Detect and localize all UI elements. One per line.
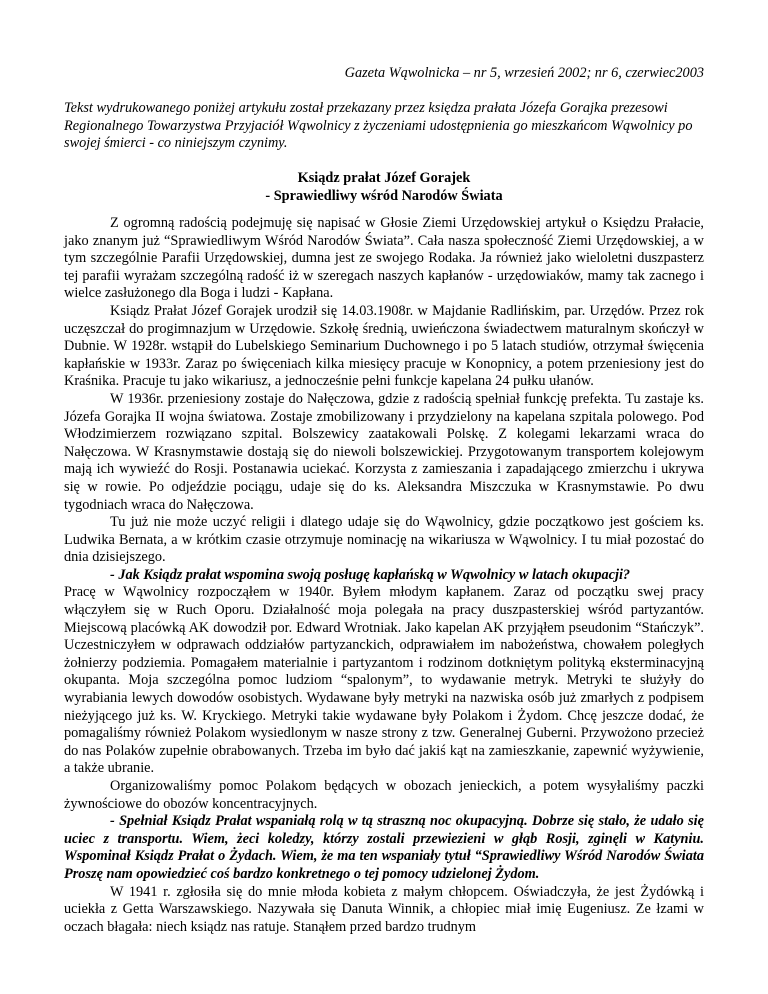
title-line-2: - Sprawiedliwy wśród Narodów Świata — [265, 187, 503, 204]
editorial-note: Tekst wydrukowanego poniżej artykułu został przekazany przez księdza prałata Józefa Gorajka prezesowi Regionalnego Towarzystwa Przyjaciół Wąwolnicy z życzeniami udostępnienia go mieszkańcom Wąwolnicy po swojej śmierci - co niniejszym czynimy. — [64, 100, 693, 152]
paragraph: Ksiądz Prałat Józef Gorajek urodził się 14.03.1908r. w Majdanie Radlińskim, par. Urzędów. Przez rok uczęszczał do progimnazjum w Urzędowie. Szkołę średnią, uwieńczona świadectwem maturalnym skończył w Dubnie. W 1928r. wstąpił do Lubelskiego Seminarium Duchownego i po 5 latach studiów, otrzymał święcenia kapłańskie w 1933r. Zaraz po święceniach kilka miesięcy pracuje w Konopnicy, a potem przeniesiony jest do Kraśnika. Pracuje tu jako wikariusz, a jednocześnie pełni funkcje kapelana 24 pułku ułanów. — [64, 302, 704, 390]
source-citation: Gazeta Wąwolnicka – nr 5, wrzesień 2002; nr 6, czerwiec2003 — [344, 65, 704, 81]
article-body — [64, 215, 704, 936]
paragraph: W 1936r. przeniesiony zostaje do Nałęczowa, gdzie z radością spełniał funkcję prefekta. Tu zastaje ks. Józefa Gorajka II wojna światowa. Zostaje zmobilizowany i przydzielony na kapelana szpitala polowego. Pod Włodzimierzem rozwiązano szpital. Bolszewicy zaatakowali Polskę. Z kolegami lekarzami wraca do Nałęczowa. W Krasnymstawie dostają się do niewoli bolszewickiej. Przygotowanym transportem kolejowym mają ich wywieźć do Rosji. Postanawia uciekać. Korzysta z zamieszania i zapadającego zmierzchu i ukrywa się w rowie. Po odjeździe pociągu, udaje się do ks. Aleksandra Miszczuka w Krasnymstawie. Po dwu tygodniach wraca do Nałęczowa. — [64, 390, 704, 513]
article-title — [64, 170, 704, 205]
paragraph: Organizowaliśmy pomoc Polakom będących w obozach jenieckich, a potem wysyłaliśmy paczki żywnościowe do obozów koncentracyjnych. — [64, 778, 704, 812]
paragraph: Z ogromną radością podejmuję się napisać w Głosie Ziemi Urzędowskiej artykuł o Księdzu Prałacie, jako znanym już “Sprawiedliwym Wśród Narodów Świata”. Cała nasza społeczność Ziemi Urzędowskiej, a w tym szczególnie Parafii Urzędowskiej, dumna jest ze swojego Rodaka. Ja również jako wieloletni duszpasterz tej parafii wyrażam szczególną radość iż w szeregach naszych kapłanów - urzędowiaków, mamy tak zacnego i wielce zasłużonego dla Boga i ludzi - Kapłana. — [64, 215, 704, 302]
interview-question: - Jak Ksiądz prałat wspomina swoją posługę kapłańską w Wąwolnicy w latach okupacji? — [110, 566, 631, 583]
paragraph: W 1941 r. zgłosiła się do mnie młoda kobieta z małym chłopcem. Oświadczyła, że jest Żydówką i uciekła z Getta Warszawskiego. Nazywała się Danuta Winnik, a chłopiec miał imię Eugeniusz. Ze łzami w oczach błagała: niech ksiądz nas ratuje. Stanąłem przed bardzo trudnym — [64, 883, 704, 935]
title-line-1: Ksiądz prałat Józef Gorajek — [297, 170, 471, 186]
interview-question: - Spełniał Ksiądz Prałat wspaniałą rolą w tą straszną noc okupacyjną. Dobrze się stało, że udało się uciec z transportu. Wiem, żeci koledzy, którzy zostali przewiezieni w głąb Rosji, zginęli w Katyniu. Wspominał Ksiądz Prałat o Żydach. Wiem, że ma ten wspaniały tytuł “Sprawiedliwy Wśród Narodów Świata Proszę nam opowiedzieć coś bardzo konkretnego o tej pomocy udzielonej Żydom. — [64, 813, 704, 882]
paragraph: Pracę w Wąwolnicy rozpocząłem w 1940r. Byłem młodym kapłanem. Zaraz od początku swej pracy włączyłem się w Ruch Oporu. Działalność moja polegała na pracy duszpasterskiej wśród partyzantów. Miejscową placówką AK dowodził por. Edward Wrotniak. Jako kapelan AK przyjąłem pseudonim “Stańczyk”. Uczestniczyłem w odprawach oddziałów partyzanckich, odprawiałem im nabożeństwa, chowałem poległych żołnierzy podziemia. Pomagałem materialnie i partyzantom i rodzinom dotkniętym polityką eksterminacyjną okupanta. Moja szczególna pomoc ludziom “spalonym”, to wydawanie metryk. Metryki te służyły do wyrabiania lewych dowodów osobistych. Wydawane były metryki na nazwiska osób już zmarłych z podpisem nieżyjącego już ks. W. Kryckiego. Metryki takie wydawane były Polakom i Żydom. Chcę jeszcze dodać, że pomagaliśmy również Polakom wysiedlonym w nasze strony z tzw. Generalnej Guberni. Przywożono przecież do nas Polaków zupełnie obrabowanych. Trzeba im było dać jakiś kąt na zamieszkanie, zapewnić wyżywienie, a także ubranie. — [64, 584, 704, 777]
paragraph: Tu już nie może uczyć religii i dlatego udaje się do Wąwolnicy, gdzie początkowo jest gościem ks. Ludwika Bernata, a w krótkim czasie otrzymuje nominację na wikariusza w Wąwolnicy. I tu miał pozostać do dnia dzisiejszego. — [64, 514, 704, 566]
